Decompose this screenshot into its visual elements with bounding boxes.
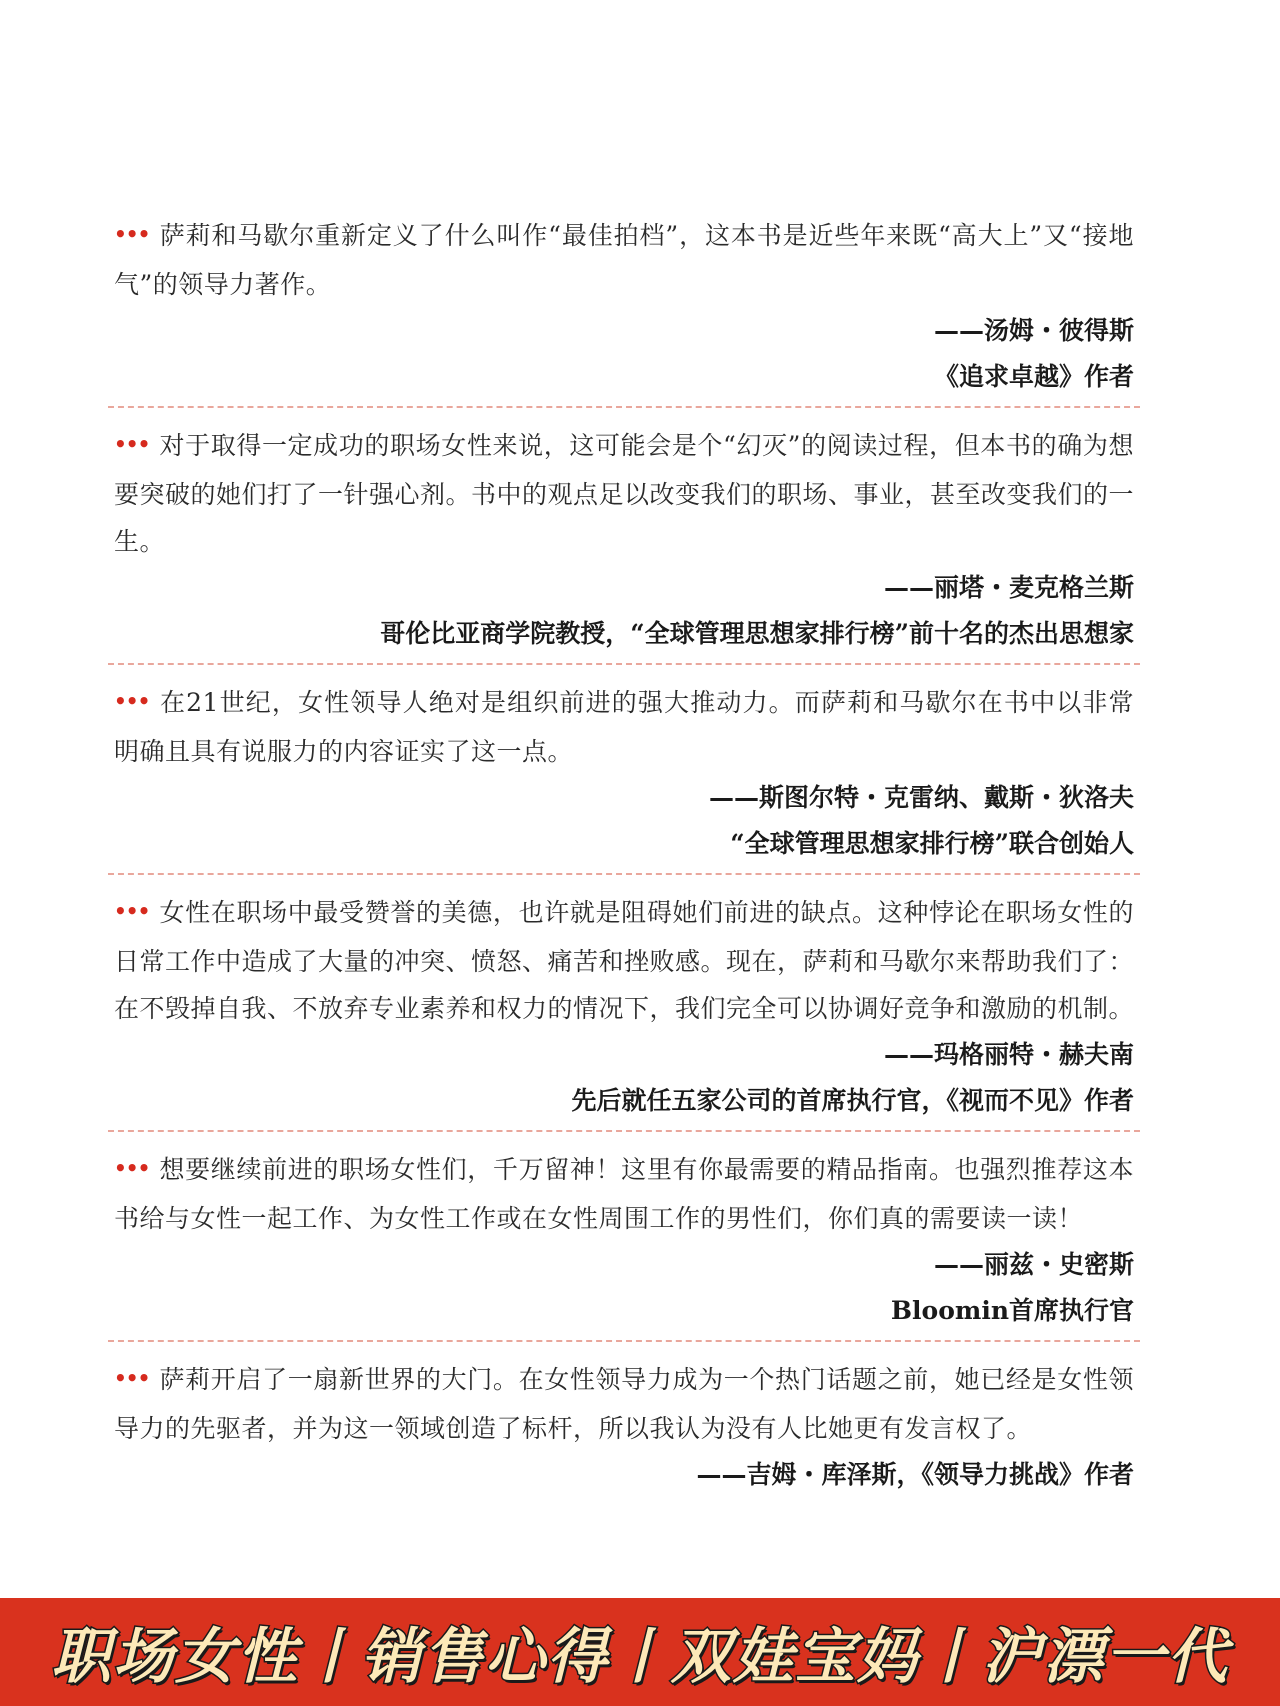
bullet-dots-icon: ••• [114,689,150,713]
endorsement-quote: ••• 想要继续前进的职场女性们，千万留神！这里有你最需要的精品指南。也强烈推荐这本书给与女性一起工作、为女性工作或在女性周围工作的男性们，你们真的需要读一读！ [114,1146,1134,1242]
bullet-dots-icon: ••• [114,1366,150,1390]
endorsement-6 [114,1356,1134,1498]
endorsement-2 [114,422,1134,665]
endorser-title: 《追求卓越》作者 [933,362,1134,391]
endorsement-3 [114,679,1134,875]
dashed-divider [108,1130,1140,1132]
endorser-title: “全球管理思想家排行榜”联合创始人 [730,829,1134,858]
endorsement-quote: ••• 萨莉开启了一扇新世界的大门。在女性领导力成为一个热门话题之前，她已经是女性领导力的先驱者，并为这一领域创造了标杆，所以我认为没有人比她更有发言权了。 [114,1356,1134,1452]
endorsement-quote: ••• 萨莉和马歇尔重新定义了什么叫作“最佳拍档”，这本书是近些年来既“高大上”又“接地气”的领导力著作。 [114,212,1134,308]
bullet-dots-icon: ••• [114,899,150,923]
endorsement-quote: ••• 在21世纪，女性领导人绝对是组织前进的强大推动力。而萨莉和马歇尔在书中以非常明确且具有说服力的内容证实了这一点。 [114,679,1134,775]
endorser-name: ——丽塔・麦克格兰斯 [883,573,1134,602]
endorser-title: 哥伦比亚商学院教授，“全球管理思想家排行榜”前十名的杰出思想家 [380,619,1134,648]
banner-tagline: 职场女性丨销售心得丨双娃宝妈丨沪漂一代 [51,1622,1229,1692]
endorsement-list [114,212,1134,1498]
endorsement-5 [114,1146,1134,1342]
endorser-name: ——丽兹・史密斯 [933,1250,1134,1279]
endorser-name: ——玛格丽特・赫夫南 [883,1040,1134,1069]
dashed-divider [108,663,1140,665]
endorsement-quote: ••• 对于取得一定成功的职场女性来说，这可能会是个“幻灭”的阅读过程，但本书的确为想要突破的她们打了一针强心剂。书中的观点足以改变我们的职场、事业，甚至改变我们的一生。 [114,422,1134,565]
bullet-dots-icon: ••• [114,432,150,456]
dashed-divider [108,1340,1140,1342]
dashed-divider [108,406,1140,408]
bullet-dots-icon: ••• [114,222,150,246]
endorsement-4 [114,889,1134,1132]
endorser-title: 先后就任五家公司的首席执行官，《视而不见》作者 [571,1086,1134,1115]
endorsement-quote: ••• 女性在职场中最受赞誉的美德，也许就是阻碍她们前进的缺点。这种悖论在职场女性的日常工作中造成了大量的冲突、愤怒、痛苦和挫败感。现在，萨莉和马歇尔来帮助我们了：在不毁掉自我、不放弃专业素养和权力的情况下，我们完全可以协调好竞争和激励的机制。 [114,889,1134,1032]
endorser-name: ——斯图尔特・克雷纳、戴斯・狄洛夫 [708,783,1134,812]
footer-banner [0,1598,1280,1706]
endorser-name: ——汤姆・彼得斯 [933,316,1134,345]
dashed-divider [108,873,1140,875]
endorsement-1 [114,212,1134,408]
endorser-name: ——吉姆・库泽斯，《领导力挑战》作者 [696,1460,1134,1489]
bullet-dots-icon: ••• [114,1156,150,1180]
endorser-title: Bloomin首席执行官 [890,1296,1134,1325]
